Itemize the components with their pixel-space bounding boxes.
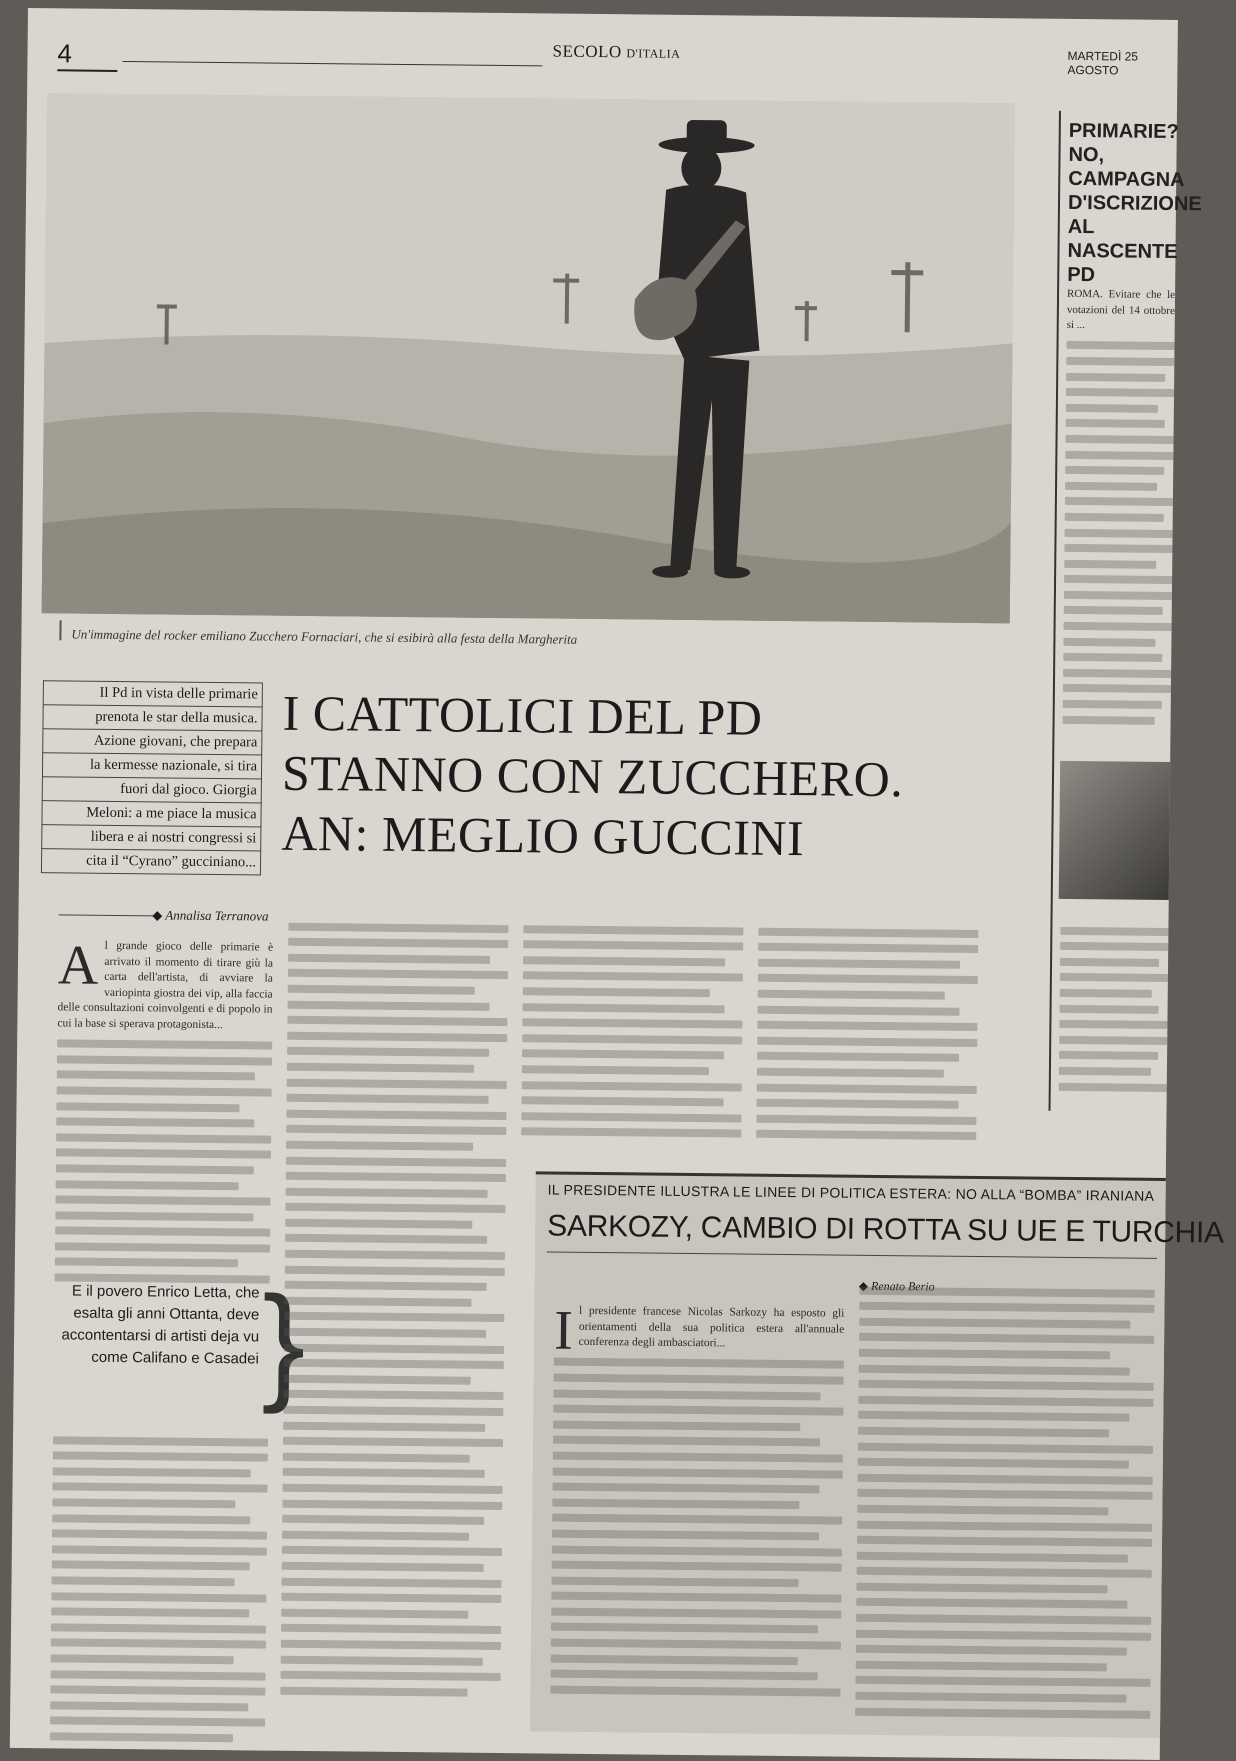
masthead-title: SECOLO — [552, 41, 622, 62]
box-column-2 — [855, 1279, 1155, 1732]
headline-line: AN: MEGLIO GUCCINI — [281, 804, 805, 867]
standfirst-line: Meloni: a me piace la musica — [41, 801, 261, 827]
desert-photo-illustration — [42, 93, 1015, 623]
byline-author: Annalisa Terranova — [165, 907, 269, 924]
box-column-1 — [550, 1299, 845, 1704]
standfirst-line: cita il “Cyrano” gucciniano... — [41, 849, 261, 875]
standfirst-line: Il Pd in vista delle primarie — [43, 680, 263, 707]
article-column-2 — [280, 915, 508, 1705]
dropcap: A — [57, 934, 99, 997]
illegible-text — [55, 1040, 273, 1284]
sidebar-text-continued — [1059, 919, 1169, 1110]
sidebar-text — [1062, 287, 1175, 732]
pull-quote-brace: } — [261, 1268, 307, 1415]
dropcap: I — [553, 1299, 574, 1362]
sidebar-opening: ROMA. Evitare che le votazioni del 14 ottobre si ... — [1066, 287, 1176, 332]
main-headline — [281, 683, 983, 870]
newspaper-page — [10, 8, 1224, 1760]
column-text: l grande gioco delle primarie è arrivato il momento di tirare giù la carta dell'artista, di avviare la variopinta giostra dei vip, alla faccia delle consultazioni coinvolgenti e di popolo in cui la base si sperava protagonista... — [57, 939, 274, 1032]
photo-caption: Un'immagine del rocker emiliano Zucchero Fornaciari, che si esibirà alla festa della Margherita — [71, 626, 578, 647]
standfirst-line: Azione giovani, che prepara — [42, 729, 262, 755]
page-number: 4 — [57, 38, 117, 72]
sidebar-headline: PRIMARIE? NO, CAMPAGNA D'ISCRIZIONE AL NASCENTE PD — [1067, 119, 1202, 287]
article-column-4 — [756, 920, 979, 1162]
illegible-text — [550, 1358, 843, 1696]
standfirst-line: fuori dal gioco. Giorgia — [42, 777, 262, 803]
pull-quote: E il povero Enrico Letta, che esalta gli anni Ottanta, deve accontentarsi di artisti deja vu come Califano e Casadei — [61, 1282, 260, 1368]
box-headline: SARKOZY, CAMBIO DI ROTTA SU UE E TURCHIA — [547, 1209, 1224, 1250]
box-byline-author: Renato Berio — [870, 1278, 935, 1294]
masthead-rule — [122, 61, 542, 66]
illegible-text — [1063, 341, 1175, 724]
headline-line: STANNO CON ZUCCHERO. — [281, 744, 904, 808]
box-text: l presidente francese Nicolas Sarkozy ha esposto gli orientamenti della sua politica estera all'annuale conferenza degli ambasciatori... — [578, 1304, 845, 1350]
box-kicker: IL PRESIDENTE ILLUSTRA LE LINEE DI POLITICA ESTERA: NO ALLA “BOMBA” IRANIANA — [547, 1181, 1155, 1204]
masthead-title-small: D'ITALIA — [626, 46, 681, 61]
headline-line: I CATTOLICI DEL PD — [282, 684, 763, 746]
article-column-1-continued — [50, 1428, 268, 1750]
standfirst-line: libera e ai nostri congressi si — [41, 825, 261, 851]
masthead — [552, 41, 680, 62]
dateline: MARTEDÌ 25 AGOSTO — [1067, 48, 1139, 78]
rocker-photo — [42, 93, 1015, 623]
standfirst — [41, 680, 263, 875]
standfirst-line: prenota le star della musica. — [42, 705, 262, 731]
standfirst-line: la kermesse nazionale, si tira — [42, 753, 262, 779]
caption-bar — [59, 620, 61, 640]
article-column-1 — [55, 934, 274, 1291]
box-byline: ◆ Renato Berio — [858, 1278, 935, 1294]
byline: ◆ Annalisa Terranova — [152, 907, 269, 924]
pannella-photo — [1059, 761, 1170, 900]
article-column-3 — [521, 917, 744, 1159]
